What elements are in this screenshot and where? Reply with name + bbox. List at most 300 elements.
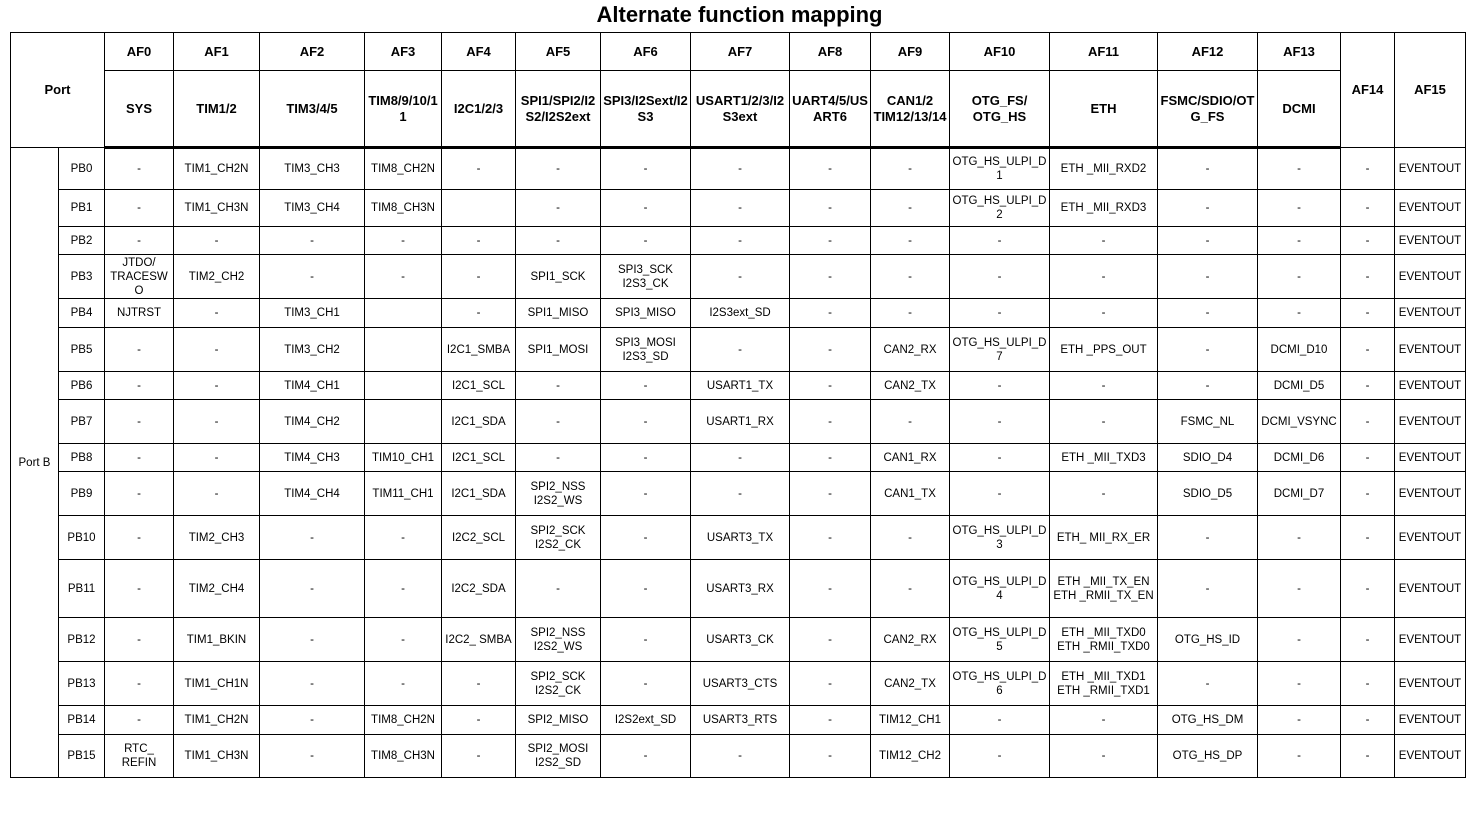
af-cell: ETH _MII_TXD1 ETH _RMII_TXD1 [1050, 662, 1158, 706]
af-cell: I2C2_SDA [442, 560, 516, 618]
af-subheader: I2C1/2/3 [442, 71, 516, 148]
af-cell: - [1341, 516, 1395, 560]
table-row [11, 735, 1466, 778]
af-cell: - [1341, 255, 1395, 299]
af-header: AF6 [601, 33, 691, 71]
af-cell: CAN1_RX [871, 444, 950, 472]
table-row [11, 662, 1466, 706]
af-cell: EVENTOUT [1395, 662, 1466, 706]
af-cell: I2S3ext_SD [691, 299, 790, 328]
af-cell: I2C2_ SMBA [442, 618, 516, 662]
af-cell: - [1158, 516, 1258, 560]
af-cell: - [1050, 255, 1158, 299]
af-cell: TIM4_CH3 [260, 444, 365, 472]
af-cell: EVENTOUT [1395, 372, 1466, 400]
af-subheader: USART1/2/3/I2S3ext [691, 71, 790, 148]
table-row [11, 560, 1466, 618]
af-cell: - [516, 227, 601, 255]
af-cell: - [601, 662, 691, 706]
af-cell: EVENTOUT [1395, 227, 1466, 255]
af-cell: - [601, 516, 691, 560]
af-cell: TIM3_CH3 [260, 148, 365, 190]
af-cell: I2C1_SMBA [442, 328, 516, 372]
af-cell: - [516, 444, 601, 472]
af-cell: SPI2_MOSI I2S2_SD [516, 735, 601, 778]
af-cell: EVENTOUT [1395, 299, 1466, 328]
af-cell: - [1258, 662, 1341, 706]
af-cell: EVENTOUT [1395, 516, 1466, 560]
af-cell: OTG_HS_ID [1158, 618, 1258, 662]
af-cell: ETH _MII_RXD2 [1050, 148, 1158, 190]
af-cell: CAN2_TX [871, 662, 950, 706]
af-subheader: UART4/5/USART6 [790, 71, 871, 148]
af-cell: - [790, 735, 871, 778]
af-cell: CAN1_TX [871, 472, 950, 516]
af-subheader: FSMC/SDIO/OTG_FS [1158, 71, 1258, 148]
af-cell: - [1158, 372, 1258, 400]
af-cell: - [260, 560, 365, 618]
af-cell: TIM1_CH2N [174, 148, 260, 190]
af-cell: - [871, 255, 950, 299]
af-cell: - [516, 190, 601, 227]
af-cell: - [1341, 299, 1395, 328]
af-cell: - [1258, 706, 1341, 735]
af-cell: EVENTOUT [1395, 148, 1466, 190]
af-cell: - [442, 148, 516, 190]
af-header: AF15 [1395, 33, 1466, 148]
af-cell: - [950, 255, 1050, 299]
af-cell: - [174, 227, 260, 255]
af-cell: SPI3_MOSI I2S3_SD [601, 328, 691, 372]
af-cell: TIM1_CH2N [174, 706, 260, 735]
pin-name: PB12 [59, 618, 105, 662]
af-cell: - [790, 400, 871, 444]
af-cell: - [105, 560, 174, 618]
af-subheader: SPI3/I2Sext/I2S3 [601, 71, 691, 148]
af-cell: - [871, 190, 950, 227]
pin-name: PB8 [59, 444, 105, 472]
af-cell: - [1258, 190, 1341, 227]
af-cell: - [601, 472, 691, 516]
af-cell: CAN2_RX [871, 618, 950, 662]
af-cell: - [105, 372, 174, 400]
af-cell: - [1050, 372, 1158, 400]
af-cell: DCMI_D7 [1258, 472, 1341, 516]
af-cell: - [1158, 299, 1258, 328]
af-cell: - [1050, 735, 1158, 778]
table-body [11, 148, 1466, 778]
af-cell: RTC_ REFIN [105, 735, 174, 778]
af-cell: - [1341, 227, 1395, 255]
af-cell: - [950, 299, 1050, 328]
af-cell: SDIO_D5 [1158, 472, 1258, 516]
af-cell: - [516, 148, 601, 190]
af-cell: - [1258, 735, 1341, 778]
af-header: AF10 [950, 33, 1050, 71]
af-cell: I2C1_SCL [442, 444, 516, 472]
af-cell: EVENTOUT [1395, 735, 1466, 778]
af-cell: - [365, 560, 442, 618]
af-header: AF5 [516, 33, 601, 71]
af-cell: - [601, 444, 691, 472]
table-row [11, 148, 1466, 190]
af-cell: FSMC_NL [1158, 400, 1258, 444]
af-cell: - [174, 444, 260, 472]
af-cell: - [442, 706, 516, 735]
pin-name: PB15 [59, 735, 105, 778]
pin-name: PB6 [59, 372, 105, 400]
af-cell: - [105, 472, 174, 516]
af-cell: - [790, 190, 871, 227]
af-cell: - [601, 372, 691, 400]
af-cell: - [516, 372, 601, 400]
af-cell: I2C1_SDA [442, 472, 516, 516]
af-cell: - [365, 516, 442, 560]
af-cell: - [790, 372, 871, 400]
af-cell: - [691, 472, 790, 516]
header-row-peripheral [11, 71, 1466, 148]
af-cell: - [790, 516, 871, 560]
af-cell: - [260, 255, 365, 299]
af-cell: OTG_HS_ULPI_D2 [950, 190, 1050, 227]
af-cell: I2S2ext_SD [601, 706, 691, 735]
af-cell: - [1341, 190, 1395, 227]
af-cell: - [442, 299, 516, 328]
af-cell: - [691, 735, 790, 778]
af-cell: SPI2_MISO [516, 706, 601, 735]
af-subheader: SPI1/SPI2/I2S2/I2S2ext [516, 71, 601, 148]
table-row [11, 400, 1466, 444]
af-cell: - [1341, 472, 1395, 516]
af-cell: - [871, 299, 950, 328]
af-cell: TIM1_CH1N [174, 662, 260, 706]
af-header: AF9 [871, 33, 950, 71]
af-cell: - [174, 472, 260, 516]
af-cell: - [790, 299, 871, 328]
af-cell: - [442, 735, 516, 778]
table-row [11, 328, 1466, 372]
af-subheader: TIM3/4/5 [260, 71, 365, 148]
af-cell: ETH _MII_TXD3 [1050, 444, 1158, 472]
af-cell: ETH _MII_RXD3 [1050, 190, 1158, 227]
table-row [11, 444, 1466, 472]
af-cell: - [1258, 299, 1341, 328]
af-cell: - [950, 227, 1050, 255]
af-cell: EVENTOUT [1395, 400, 1466, 444]
af-header: AF7 [691, 33, 790, 71]
af-cell: - [105, 706, 174, 735]
af-header: AF2 [260, 33, 365, 71]
port-group-label: Port B [11, 148, 59, 778]
af-cell: - [950, 372, 1050, 400]
af-cell: EVENTOUT [1395, 706, 1466, 735]
af-cell: TIM4_CH4 [260, 472, 365, 516]
table-row [11, 255, 1466, 299]
af-cell: - [790, 148, 871, 190]
af-cell: OTG_HS_ULPI_D4 [950, 560, 1050, 618]
af-cell: - [790, 472, 871, 516]
af-cell: - [365, 255, 442, 299]
af-cell: TIM1_CH3N [174, 190, 260, 227]
header-row-af [11, 33, 1466, 71]
table-row [11, 706, 1466, 735]
af-cell: - [174, 328, 260, 372]
af-cell: - [601, 148, 691, 190]
af-cell: TIM1_CH3N [174, 735, 260, 778]
af-cell: - [790, 618, 871, 662]
af-cell: - [601, 560, 691, 618]
pin-name: PB5 [59, 328, 105, 372]
table-row [11, 516, 1466, 560]
pin-name: PB3 [59, 255, 105, 299]
af-cell: - [790, 706, 871, 735]
af-cell: DCMI_VSYNC [1258, 400, 1341, 444]
af-cell: ETH_ MII_RX_ER [1050, 516, 1158, 560]
af-cell: - [1258, 148, 1341, 190]
af-cell: - [601, 400, 691, 444]
af-cell: - [871, 516, 950, 560]
af-cell: - [691, 148, 790, 190]
af-cell: - [1050, 706, 1158, 735]
af-header: AF12 [1158, 33, 1258, 71]
af-cell: EVENTOUT [1395, 560, 1466, 618]
af-cell: - [1258, 227, 1341, 255]
af-cell: - [1258, 618, 1341, 662]
af-cell: I2C1_SDA [442, 400, 516, 444]
af-cell: - [1341, 560, 1395, 618]
af-cell: - [1158, 227, 1258, 255]
af-cell: SPI3_SCK I2S3_CK [601, 255, 691, 299]
af-cell: TIM12_CH2 [871, 735, 950, 778]
af-cell: TIM8_CH3N [365, 735, 442, 778]
af-cell: - [1158, 148, 1258, 190]
af-cell: TIM3_CH4 [260, 190, 365, 227]
af-subheader: ETH [1050, 71, 1158, 148]
af-cell: DCMI_D6 [1258, 444, 1341, 472]
af-cell: - [1341, 618, 1395, 662]
af-cell: - [1158, 662, 1258, 706]
af-cell: OTG_HS_DM [1158, 706, 1258, 735]
pin-name: PB7 [59, 400, 105, 444]
af-subheader: DCMI [1258, 71, 1341, 148]
af-cell: - [601, 190, 691, 227]
af-cell: - [1158, 190, 1258, 227]
af-cell: - [105, 148, 174, 190]
af-header: AF3 [365, 33, 442, 71]
af-cell: SPI1_SCK [516, 255, 601, 299]
af-cell: OTG_HS_ULPI_D1 [950, 148, 1050, 190]
af-cell: - [105, 516, 174, 560]
af-header: AF8 [790, 33, 871, 71]
af-cell: CAN2_TX [871, 372, 950, 400]
af-cell [365, 372, 442, 400]
af-cell: - [105, 444, 174, 472]
af-mapping-table [10, 32, 1466, 778]
af-cell: SPI2_SCK I2S2_CK [516, 516, 601, 560]
af-cell: - [601, 227, 691, 255]
af-cell: - [365, 618, 442, 662]
af-cell: SPI3_MISO [601, 299, 691, 328]
af-cell: - [871, 400, 950, 444]
af-header: AF14 [1341, 33, 1395, 148]
af-cell: - [871, 148, 950, 190]
af-cell: - [691, 255, 790, 299]
af-cell: OTG_HS_ULPI_D6 [950, 662, 1050, 706]
af-header: AF13 [1258, 33, 1341, 71]
af-cell: - [790, 444, 871, 472]
af-cell: - [442, 662, 516, 706]
af-cell: - [1158, 255, 1258, 299]
af-subheader: OTG_FS/ OTG_HS [950, 71, 1050, 148]
af-cell: - [601, 618, 691, 662]
af-cell: - [950, 472, 1050, 516]
af-cell: - [1258, 255, 1341, 299]
af-cell: - [1341, 444, 1395, 472]
af-cell: - [105, 400, 174, 444]
af-cell: - [950, 735, 1050, 778]
pin-name: PB4 [59, 299, 105, 328]
af-cell: EVENTOUT [1395, 618, 1466, 662]
af-cell: TIM8_CH2N [365, 706, 442, 735]
af-cell: USART3_CK [691, 618, 790, 662]
af-cell: I2C1_SCL [442, 372, 516, 400]
af-subheader: SYS [105, 71, 174, 148]
page-title: Alternate function mapping [596, 2, 883, 27]
af-cell: - [260, 706, 365, 735]
af-cell: - [365, 227, 442, 255]
af-cell [365, 400, 442, 444]
af-cell: - [691, 227, 790, 255]
af-cell: EVENTOUT [1395, 444, 1466, 472]
table-row [11, 227, 1466, 255]
af-cell: - [790, 328, 871, 372]
af-cell: TIM8_CH2N [365, 148, 442, 190]
af-cell: - [1258, 560, 1341, 618]
pin-name: PB9 [59, 472, 105, 516]
af-cell: TIM12_CH1 [871, 706, 950, 735]
af-cell: - [260, 735, 365, 778]
af-cell: - [1158, 328, 1258, 372]
pin-name: PB0 [59, 148, 105, 190]
af-cell: - [105, 190, 174, 227]
af-cell: - [105, 227, 174, 255]
af-cell: - [442, 255, 516, 299]
af-cell: OTG_HS_ULPI_D7 [950, 328, 1050, 372]
af-subheader: TIM1/2 [174, 71, 260, 148]
af-cell: SPI1_MISO [516, 299, 601, 328]
af-cell: I2C2_SCL [442, 516, 516, 560]
af-cell: - [691, 328, 790, 372]
pin-name: PB11 [59, 560, 105, 618]
af-cell: - [1050, 472, 1158, 516]
af-cell: - [1050, 400, 1158, 444]
af-cell: CAN2_RX [871, 328, 950, 372]
af-cell: - [442, 227, 516, 255]
af-cell: - [691, 190, 790, 227]
af-cell: - [174, 299, 260, 328]
table-row [11, 618, 1466, 662]
af-cell: - [1258, 516, 1341, 560]
af-cell: OTG_HS_ULPI_D5 [950, 618, 1050, 662]
af-cell: - [950, 444, 1050, 472]
af-cell: ETH _MII_TXD0 ETH _RMII_TXD0 [1050, 618, 1158, 662]
af-cell: - [1341, 372, 1395, 400]
af-cell: - [691, 444, 790, 472]
af-cell: SPI2_NSS I2S2_WS [516, 472, 601, 516]
af-cell: ETH _PPS_OUT [1050, 328, 1158, 372]
af-cell: - [1341, 662, 1395, 706]
af-cell: DCMI_D5 [1258, 372, 1341, 400]
af-cell: - [1050, 299, 1158, 328]
af-cell: USART3_RTS [691, 706, 790, 735]
af-cell: TIM4_CH2 [260, 400, 365, 444]
af-cell: DCMI_D10 [1258, 328, 1341, 372]
af-cell: - [516, 560, 601, 618]
af-cell: TIM2_CH2 [174, 255, 260, 299]
af-cell: - [365, 662, 442, 706]
af-cell: TIM2_CH4 [174, 560, 260, 618]
af-cell: - [1050, 227, 1158, 255]
af-cell: EVENTOUT [1395, 255, 1466, 299]
af-cell: - [1341, 735, 1395, 778]
pin-name: PB2 [59, 227, 105, 255]
af-cell: - [105, 618, 174, 662]
af-cell: SDIO_D4 [1158, 444, 1258, 472]
pin-name: PB1 [59, 190, 105, 227]
af-cell: - [105, 662, 174, 706]
af-cell: - [260, 516, 365, 560]
af-cell: TIM3_CH1 [260, 299, 365, 328]
af-cell: - [260, 662, 365, 706]
af-cell: USART3_RX [691, 560, 790, 618]
af-cell: - [790, 560, 871, 618]
af-cell: - [790, 662, 871, 706]
af-cell: - [790, 227, 871, 255]
af-subheader: CAN1/2 TIM12/13/14 [871, 71, 950, 148]
af-header: AF1 [174, 33, 260, 71]
af-cell: SPI1_MOSI [516, 328, 601, 372]
af-cell: - [950, 400, 1050, 444]
af-cell: USART1_TX [691, 372, 790, 400]
af-cell [365, 299, 442, 328]
af-cell: SPI2_SCK I2S2_CK [516, 662, 601, 706]
af-cell: - [950, 706, 1050, 735]
af-cell: TIM11_CH1 [365, 472, 442, 516]
pin-name: PB14 [59, 706, 105, 735]
pin-name: PB10 [59, 516, 105, 560]
af-header: AF4 [442, 33, 516, 71]
af-cell: - [1158, 560, 1258, 618]
af-cell: - [1341, 400, 1395, 444]
port-header: Port [11, 33, 105, 148]
af-cell: OTG_HS_ULPI_D3 [950, 516, 1050, 560]
af-cell: OTG_HS_DP [1158, 735, 1258, 778]
af-cell: - [1341, 706, 1395, 735]
af-cell: JTDO/ TRACESWO [105, 255, 174, 299]
af-cell: USART3_TX [691, 516, 790, 560]
af-header: AF0 [105, 33, 174, 71]
table-row [11, 472, 1466, 516]
af-cell: - [174, 400, 260, 444]
af-cell: USART3_CTS [691, 662, 790, 706]
af-cell: EVENTOUT [1395, 190, 1466, 227]
af-cell: TIM3_CH2 [260, 328, 365, 372]
af-cell [365, 328, 442, 372]
af-cell [442, 190, 516, 227]
af-cell: - [871, 560, 950, 618]
table-row [11, 372, 1466, 400]
af-cell: - [871, 227, 950, 255]
